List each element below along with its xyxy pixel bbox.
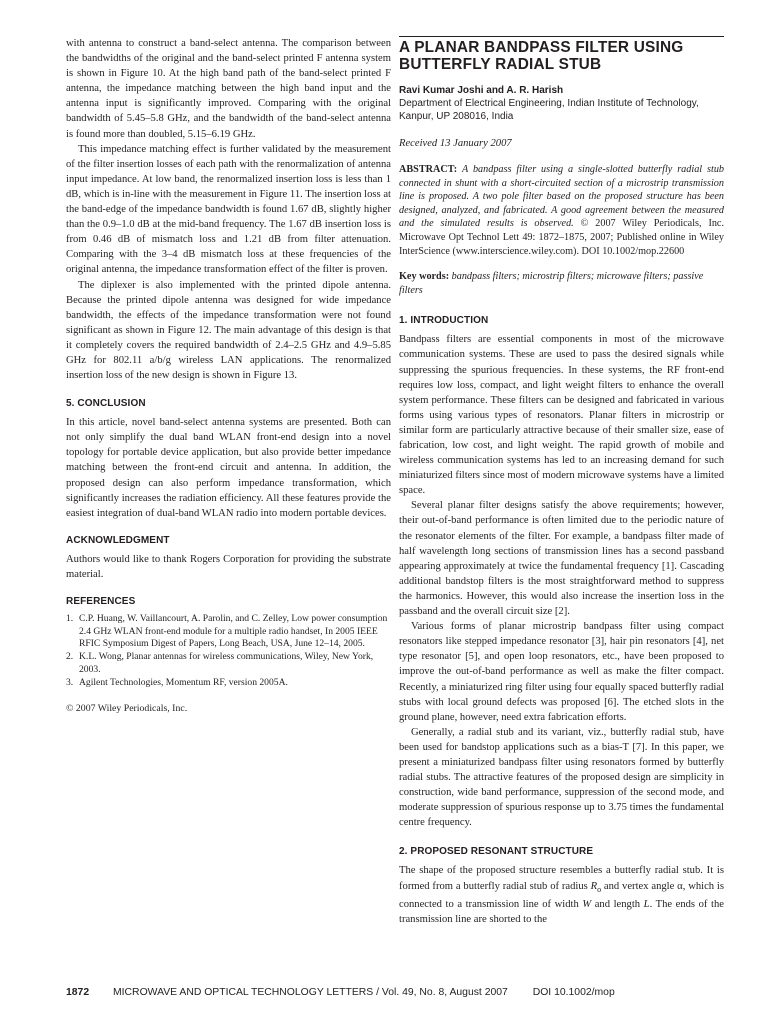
reference-number: 1. [66,613,74,624]
section-heading-proposed-structure: 2. PROPOSED RESONANT STRUCTURE [399,846,594,858]
section-paragraph [399,863,724,926]
footer-doi: DOI 10.1002/mop [532,987,615,998]
reference-item [66,677,391,690]
article-title: A PLANAR BANDPASS FILTER USING BUTTERFLY RADIAL STUB [399,39,684,73]
reference-number: 2. [66,651,74,663]
article-authors: Ravi Kumar Joshi and A. R. Harish [399,85,564,96]
symbol-radius: R [590,880,598,892]
symbol-width: W [582,898,592,910]
journal-name: MICROWAVE AND OPTICAL TECHNOLOGY LETTERS / Vol. 49, No. 8, August 2007 [113,987,508,998]
text-run: . The ends of the transmission line are shorted to the [399,898,724,925]
acknowledgment-paragraph: Authors would like to thank Rogers Corporation for providing the substrate material. [66,553,391,580]
page-number: 1872 [66,987,90,998]
reference-list [66,613,391,690]
keywords-text: bandpass filters; microstrip filters; microwave filters; passive filters [399,271,704,296]
conclusion-paragraph: In this article, novel band-select antenna systems are presented. Both can not only simplify the dual band WLAN front-end design into a novel topology for portable device application, but also provide better impedance matching between the front-end circuit and antenna. In addition, the proposed design can also perform impedance transformation, which significantly increases the radiation efficiency. All these features provide the easiest integration of dual-band WLAN radio into modern portable devices. [66,417,391,519]
section-heading-introduction: 1. INTRODUCTION [399,315,489,327]
body-paragraph: This impedance matching effect is further validated by the measurement of the filter insertion losses of each path with the renormalization of antenna input impedance. At low band, the renormalized insertion loss is less than 1 dB, which is in-line with the measurement in Figure 11. The insertion loss at the band-edge of the impedance bandwidth is found 1.67 dB, slightly higher than the 0.9–1.0 dB at the mid-band frequency. The 1.67 dB insertion loss is from 0.46 dB of mismatch loss and 1.21 dB from filter attenuation. Comparing with the 3–4 dB mismatch loss at these frequencies of the original antenna, the impedance transformation effect of the filter is proven. [66,143,391,276]
reference-number: 3. [66,676,74,688]
right-column [399,36,724,927]
received-date: Received 13 January 2007 [399,138,512,149]
abstract [399,163,724,258]
page-footer [66,987,724,998]
section-heading-references: REFERENCES [66,596,136,607]
intro-paragraph: Various forms of planar microstrip bandpass filter using compact resonators like stepped impedance resonator [3], hair pin resonators [4], net type resonator [5], and open loop resonators, etc., have been proposed to improve the out-of-band performance as well as make the filter compact. Recently, a miniaturized ring filter using four equally spaced butterfly radial stubs with local ground defects was proposed [6]. The etched slots in the ground plane, however, need extra fabrication efforts. [399,621,724,723]
reference-text: K.L. Wong, Planar antennas for wireless communications, Wiley, New York, 2003. [79,651,374,675]
keywords [399,270,724,297]
text-run: and vertex angle α, which is connected to a transmission line of width [399,880,724,910]
copyright-notice: © 2007 Wiley Periodicals, Inc. [66,702,188,714]
section-heading-conclusion: 5. CONCLUSION [66,398,146,410]
reference-item [66,613,391,651]
body-paragraph: with antenna to construct a band-select antenna. The comparison between the bandwidths of the original and the band-select printed F antenna system is shown in Figure 10. At the high band path of the band-select printed F antenna, the impedance matching between the high band input and the antenna input is significantly improved. Comparing with the original bandwidth of 5.45–5.8 GHz, and the bandwidth of the band-select antenna is found more than doubled, 5.15–6.19 GHz. [66,38,391,140]
section-heading-acknowledgment: ACKNOWLEDGMENT [66,534,170,546]
abstract-citation: © 2007 Wiley Periodicals, Inc. Microwave Opt Technol Lett 49: 1872–1875, 2007; Published online in Wiley InterScience (www.interscience.wiley.com). DOI 10.1002/mop.22600 [399,218,724,257]
title-rule [399,36,724,37]
reference-item [66,651,391,676]
intro-paragraph: Bandpass filters are essential components in most of the microwave communication systems. These are used to pass the desired signals while suppressing the spurious frequencies. In these systems, the RF front-end requires low loss, compact, and light weight filters to enhance the overall system performance. These filters can be designed and fabricated in various forms using various types of resonators. Planar filters in microstrip or similar form are particularly attractive because of their smaller size, ease of fabrication, low cost, and light weight. The rapid growth of mobile and wireless communication systems has led to an increasing demand for such miniaturized filters since most of modern microwave systems have a limited space. [399,334,724,497]
author-affiliation: Department of Electrical Engineering, Indian Institute of Technology, Kanpur, UP 208016, India [399,98,699,122]
symbol-length: L [643,898,650,910]
keywords-label: Key words: [399,271,450,283]
intro-paragraph: Generally, a radial stub and its variant, viz., butterfly radial stub, have been used for bandstop applications such as a bias-T [7]. In this paper, we present a miniaturized bandpass filter using resonators formed by butterfly radial stubs. The attractive features of the proposed design are simplicity in construction, wide band performance, suppression of the second mode, and moderate suppression of spurious response up to 3.75 times the fundamental centre frequency. [399,726,724,829]
left-column [66,36,391,714]
text-run: The shape of the proposed structure resembles a butterfly radial stub. It is formed from a butterfly radial stub of radius [399,865,724,892]
symbol-subscript: o [597,884,602,894]
reference-text: C.P. Huang, W. Vaillancourt, A. Parolin, and C. Zelley, Low power consumption 2.4 GHz WLAN front-end module for a multiple radio handset, In 2005 IEEE RFIC Symposium Digest of Papers, Long Beach, USA, June 12–14, 2005. [79,613,388,650]
abstract-text: A bandpass filter using a single-slotted butterfly radial stub connected in shunt with a short-circuited section of a microstrip transmission line is proposed. A two pole filter based on the proposed structure has been designed, analyzed, and fabricated. A good agreement between the measured and the simulated results is observed. [399,164,725,230]
intro-paragraph: Several planar filter designs satisfy the above requirements; however, their out-of-band performance is often limited due to the periodic nature of the resonator elements of the filter. For example, a bandpass filter made of half wavelength long sections of transmission lines has a second passband appearing approximately at twice the fundamental frequency [1]. Cascading additional bandstop filters is the most straightforward method to suppress the harmonics. However, this would also increase the insertion loss in the passband and the overall circuit size [2]. [399,500,724,618]
reference-text: Agilent Technologies, Momentum RF, version 2005A. [79,676,288,688]
text-run: and length [591,898,644,910]
abstract-label: ABSTRACT: [399,164,458,175]
body-paragraph: The diplexer is also implemented with the printed dipole antenna. Because the printed dipole antenna was designed for wide impedance bandwidth, the effects of the impedance transformation were not found significant as shown in Figure 12. The main advantage of this design is that it completely covers the required bandwidth of 2.4–2.5 GHz and 4.9–5.85 GHz for 802.11 a/b/g wireless LAN applications. The renormalized insertion loss of the new design is shown in Figure 13. [66,279,391,382]
